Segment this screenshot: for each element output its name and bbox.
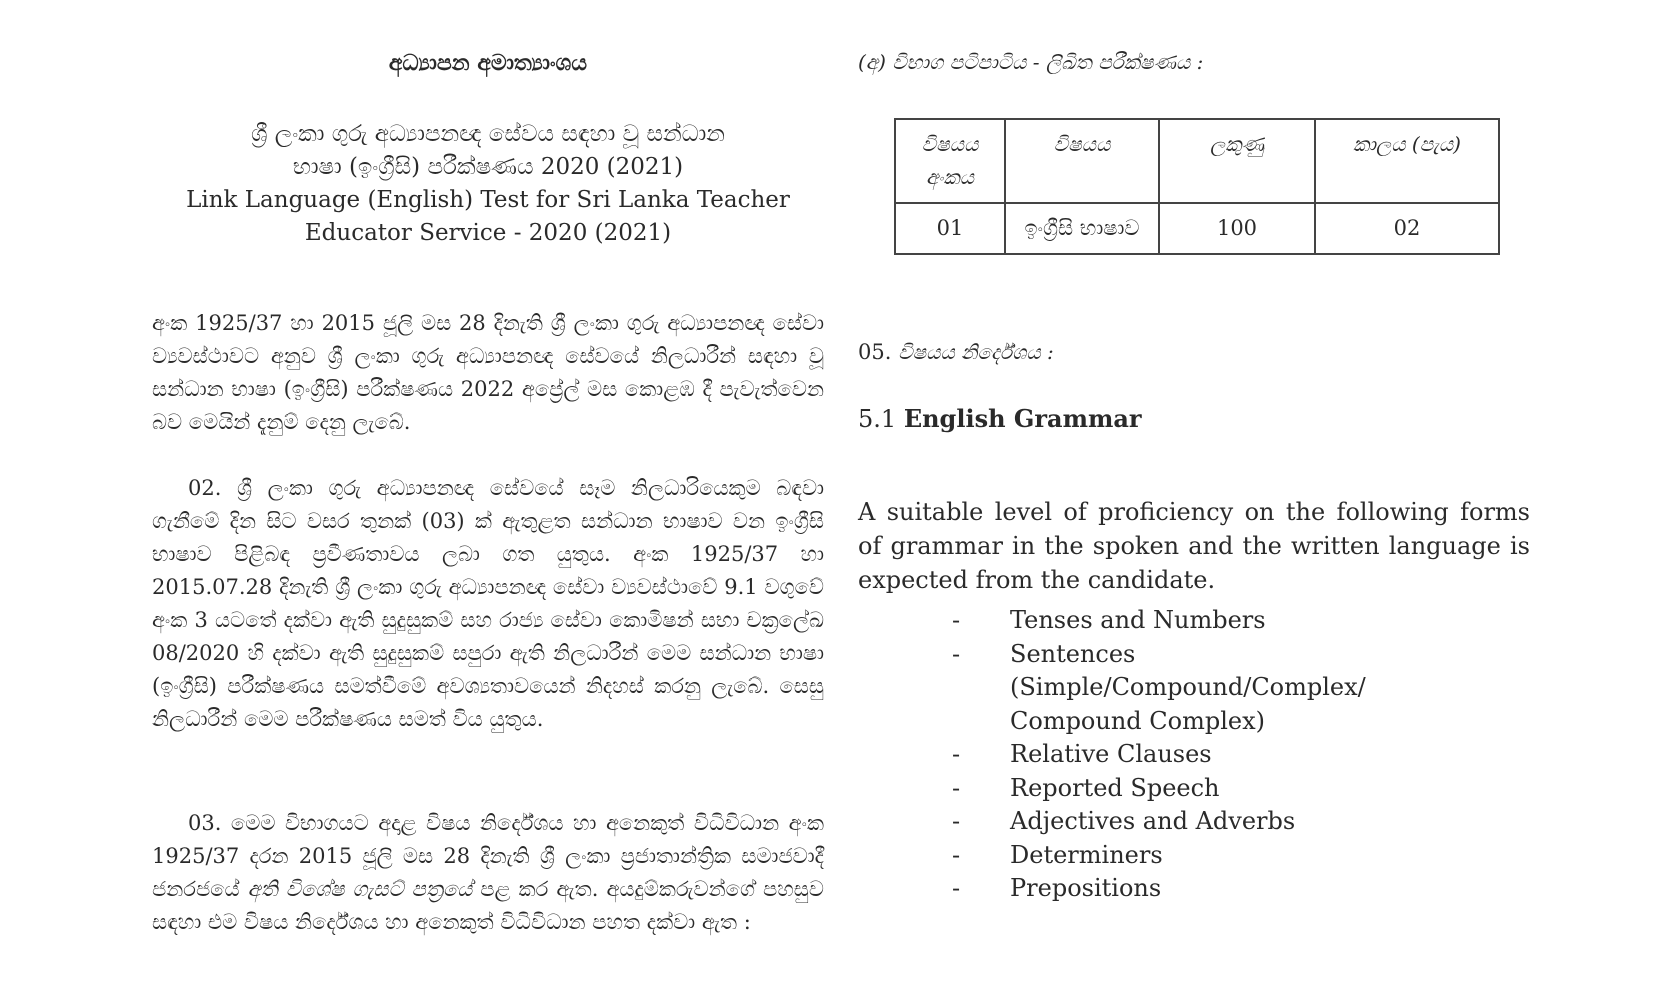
- table-header-row: [895, 119, 1499, 203]
- paragraph-3-end: පළ කර ඇත. අයදුම්කරුවන්ගේ පහසුව සඳහා එම විෂය නිර්දේශය හා අනෙකුත් විධිවිධාන පහත දක්වා ඇත :: [152, 877, 824, 934]
- table-header-subject: විෂයය: [1005, 119, 1159, 203]
- title-line: Link Language (English) Test for Sri Lanka Teacher: [186, 187, 790, 213]
- list-dash: -: [952, 740, 961, 768]
- title-line: භාෂා (ඉංග්‍රීසි) පරීක්ෂණය 2020 (2021): [292, 154, 684, 180]
- grammar-topic-list: [952, 604, 1472, 906]
- list-item-text: Determiners: [1010, 840, 1163, 869]
- list-item-text: Reported Speech: [1010, 773, 1220, 802]
- table-header-marks: ලකුණු: [1159, 119, 1315, 203]
- section-51-heading: [858, 404, 1142, 433]
- section-51-title: English Grammar: [903, 404, 1142, 433]
- section-51-number: 5.1: [858, 405, 897, 433]
- list-dash: -: [952, 639, 961, 668]
- list-dash: -: [952, 840, 961, 869]
- list-dash: -: [952, 773, 961, 802]
- exam-table: [894, 118, 1500, 255]
- list-item: [952, 638, 1472, 739]
- list-item-text: Adjectives and Adverbs: [1010, 807, 1296, 835]
- list-item: [952, 738, 1472, 772]
- list-item-text: Prepositions: [1010, 874, 1162, 902]
- gazette-reference: අති විශේෂ ගැසට් පත්‍රයේ: [247, 877, 473, 901]
- list-item: [952, 805, 1472, 839]
- list-item-text: Sentences (Simple/Compound/Complex/ Compound Complex): [1010, 639, 1366, 735]
- section-05-label: විෂයය නිර්දේශය :: [898, 340, 1054, 364]
- paragraph-1: අංක 1925/37 හා 2015 ජූලි මස 28 දිනැති ශ්‍රී ලංකා ගුරු අධ්‍යාපනඥ සේවා ව්‍යවස්ථාවට අනුව ශ්‍රී ලංකා ගුරු අධ්‍යාපනඥ සේවයේ නිලධාරීන් සඳහා වූ සන්ධාන භාෂා (ඉංග්‍රීසි) පරීක්ෂණය 2022 අප්‍රේල් මස කොළඹ දී පැවැත්වෙන බව මෙයින් දැනුම් දෙනු ලැබේ.: [152, 311, 824, 434]
- ministry-heading: අධ්‍යාපන අමාත්‍යාංශය: [388, 50, 588, 76]
- paragraph-3-start: 03. මෙම විභාගයට අදාළ විෂය නිර්දේශය හා අනෙකුත් විධිවිධාන අංක 1925/37 දරන 2015 ජූලි මස 28 දිනැති ශ්‍රී ලංකා ප්‍රජාතාන්ත්‍රික සමාජවාදී ජනරජයේ: [152, 811, 824, 901]
- list-item-text: Relative Clauses: [1010, 740, 1212, 768]
- title-line: ශ්‍රී ලංකා ගුරු අධ්‍යාපනඥ සේවය සඳහා වූ සන්ධාන: [251, 121, 725, 147]
- list-dash: -: [952, 874, 961, 902]
- table-cell-subject-number: 01: [895, 203, 1005, 254]
- paragraph-3: [152, 807, 824, 939]
- table-header-duration: කාලය (පැය): [1315, 119, 1499, 203]
- table-cell-duration: 02: [1315, 203, 1499, 254]
- list-item: [952, 872, 1472, 906]
- exam-procedure-heading: (අ) විභාග පටිපාටිය - ලිඛිත පරීක්ෂණය :: [858, 50, 1204, 74]
- list-item: [952, 772, 1472, 806]
- title-line: Educator Service - 2020 (2021): [304, 220, 672, 246]
- table-header-subject-number: විෂයය අංකය: [895, 119, 1005, 203]
- list-item: [952, 839, 1472, 873]
- section-05-heading: [858, 340, 1054, 364]
- list-item: [952, 604, 1472, 638]
- grammar-description: A suitable level of proficiency on the following forms of grammar in the spoken and the written language is expected from the candidate.: [858, 498, 1530, 594]
- table-cell-subject: ඉංග්‍රීසි භාෂාව: [1005, 203, 1159, 254]
- list-dash: -: [952, 807, 961, 835]
- list-item-text: Tenses and Numbers: [1010, 606, 1266, 634]
- document-title: [152, 118, 824, 250]
- paragraph-2: 02. ශ්‍රී ලංකා ගුරු අධ්‍යාපනඥ සේවයේ සෑම නිලධාරියෙකුම බඳවා ගැනීමේ දින සිට වසර තුනක් (03) ක් ඇතුළත සන්ධාන භාෂාව වන ඉංග්‍රීසි භාෂාව පිළිබඳ ප්‍රවීණතාවය ලබා ගත යුතුය. අංක 1925/37 හා 2015.07.28 දිනැති ශ්‍රී ලංකා ගුරු අධ්‍යාපනඥ සේවා ව්‍යවස්ථාවේ 9.1 වගුවේ අංක 3 යටතේ දක්වා ඇති සුදුසුකම් සහ රාජ්‍ය සේවා කොමිෂන් සභා චක්‍රලේඛ 08/2020 හි දක්වා ඇති සුදුසුකම් සපුරා ඇති නිලධාරීන් මෙම සන්ධාන භාෂා (ඉංග්‍රීසි) පරීක්ෂණය සමත්වීමේ අවශ්‍යතාවයෙන් නිදහස් කරනු ලැබේ. සෙසු නිලධාරීන් මෙම පරීක්ෂණය සමත් විය යුතුය.: [152, 476, 824, 731]
- table-row: [895, 203, 1499, 254]
- section-05-number: 05.: [858, 340, 892, 364]
- list-dash: -: [952, 606, 961, 634]
- table-cell-marks: 100: [1159, 203, 1315, 254]
